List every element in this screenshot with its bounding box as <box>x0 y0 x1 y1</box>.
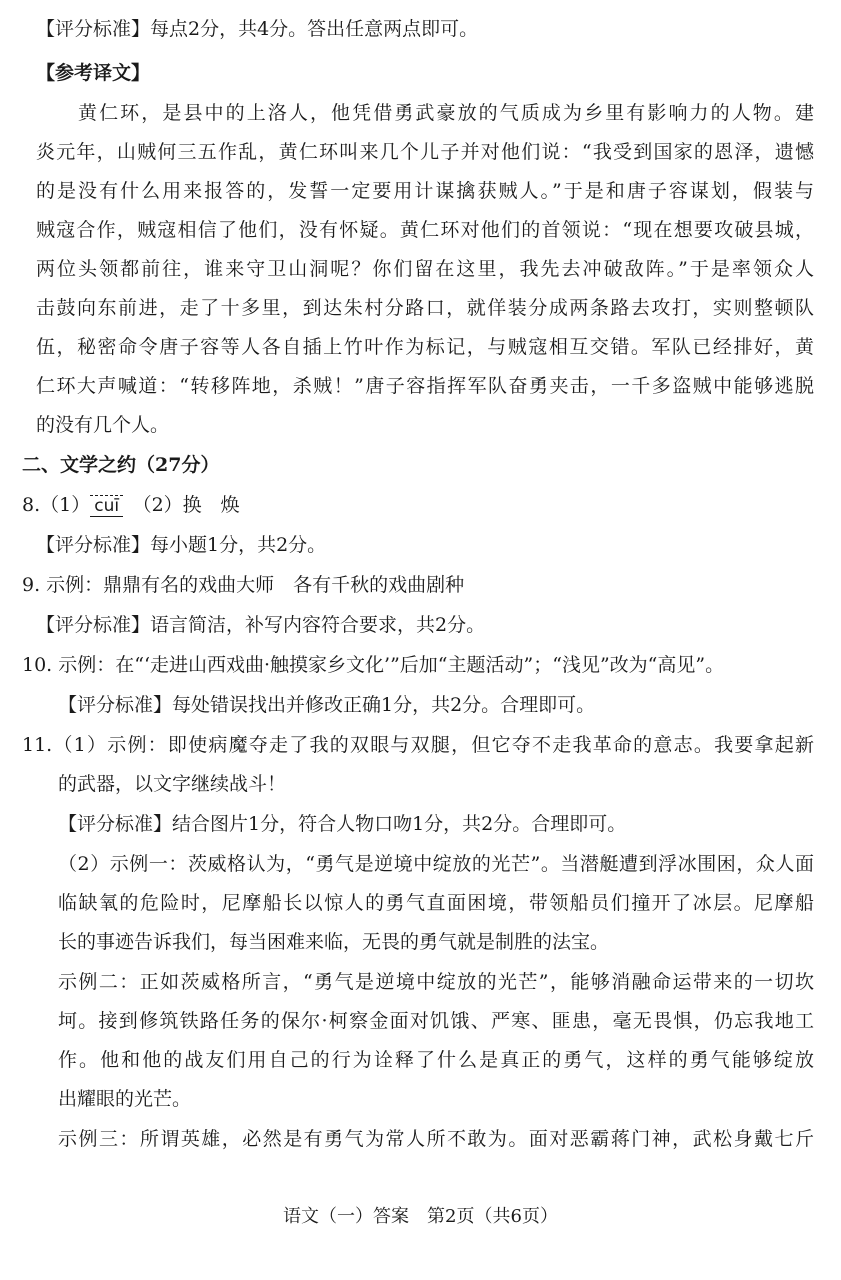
answer-8-pinyin: cuī <box>90 495 123 517</box>
scoring-standard-7: 【评分标准】每点2分，共4分。答出任意两点即可。 <box>36 18 479 40</box>
translation-line-8: 仁环大声喊道：“转移阵地，杀贼！”唐子容指挥军队奋勇夹击，一千多盗贼中能够逃脱 <box>36 375 814 397</box>
answer-10: 10. 示例：在“‘走进山西戏曲·触摸家乡文化’”后加“主题活动”；“浅见”改为“高见”。 <box>22 654 725 676</box>
answer-11-1-line-2: 的武器，以文字继续战斗！ <box>58 773 287 795</box>
translation-line-2: 炎元年，山贼何三五作乱，黄仁环叫来几个儿子并对他们说：“我受到国家的恩泽，遗憾 <box>36 141 814 163</box>
answer-9: 9. 示例：鼎鼎有名的戏曲大师 各有千秋的戏曲剧种 <box>22 574 465 596</box>
scoring-standard-9: 【评分标准】语言简洁，补写内容符合要求，共2分。 <box>36 614 486 636</box>
answer-11-2-example-2-line-2: 坷。接到修筑铁路任务的保尔·柯察金面对饥饿、严寒、匪患，毫无畏惧，仍忘我地工 <box>58 1010 814 1032</box>
answer-8 <box>22 488 812 522</box>
translation-line-5: 两位头领都前往，谁来守卫山洞呢？你们留在这里，我先去冲破敌阵。”于是率领众人 <box>36 258 814 280</box>
answer-11-1-line-1: 11.（1）示例：即使病魔夺走了我的双眼与双腿，但它夺不走我革命的意志。我要拿起新 <box>22 734 814 756</box>
translation-line-9: 的没有几个人。 <box>36 414 170 436</box>
answer-11-2-example-1-line-1: （2）示例一：茨威格认为，“勇气是逆境中绽放的光芒”。当潜艇遭到浮冰围困，众人面 <box>58 853 814 875</box>
reference-translation-heading: 【参考译文】 <box>36 62 151 84</box>
translation-line-3: 的是没有什么用来报答的，发誓一定要用计谋擒获贼人。”于是和唐子容谋划，假装与 <box>36 180 814 202</box>
scoring-standard-10: 【评分标准】每处错误找出并修改正确1分，共2分。合理即可。 <box>58 694 596 716</box>
answer-11-2-example-2-line-4: 出耀眼的光芒。 <box>58 1088 192 1110</box>
answer-11-2-example-3-line-1: 示例三：所谓英雄，必然是有勇气为常人所不敢为。面对恶霸蒋门神，武松身戴七斤 <box>58 1128 814 1150</box>
translation-line-6: 击鼓向东前进，走了十多里，到达朱村分路口，就佯装分成两条路去攻打，实则整顿队 <box>36 297 814 319</box>
page-footer: 语文（一）答案 第2页（共6页） <box>283 1206 558 1227</box>
answer-11-2-example-2-line-3: 作。他和他的战友们用自己的行为诠释了什么是真正的勇气，这样的勇气能够绽放 <box>58 1049 814 1071</box>
scoring-standard-8: 【评分标准】每小题1分，共2分。 <box>36 534 327 556</box>
answer-11-2-example-2-line-1: 示例二：正如茨威格所言，“勇气是逆境中绽放的光芒”，能够消融命运带来的一切坎 <box>58 971 814 993</box>
answer-11-2-example-1-line-2: 临缺氧的危险时，尼摩船长以惊人的勇气直面困境，带领船员们撞开了冰层。尼摩船 <box>58 892 814 914</box>
section-2-heading: 二、文学之约（27分） <box>22 454 220 476</box>
scoring-standard-11-1: 【评分标准】结合图片1分，符合人物口吻1分，共2分。合理即可。 <box>58 813 627 835</box>
translation-line-4: 贼寇合作，贼寇相信了他们，没有怀疑。黄仁环对他们的首领说：“现在想要攻破县城， <box>36 219 814 241</box>
answer-8-part-2: （2）换 焕 <box>142 494 240 516</box>
translation-line-1: 黄仁环，是县中的上洛人，他凭借勇武豪放的气质成为乡里有影响力的人物。建 <box>78 102 814 124</box>
translation-line-7: 伍，秘密命令唐子容等人各自插上竹叶作为标记，与贼寇相互交错。军队已经排好，黄 <box>36 336 814 358</box>
answer-8-label: 8.（1） <box>22 494 91 516</box>
answer-11-2-example-1-line-3: 长的事迹告诉我们，每当困难来临，无畏的勇气就是制胜的法宝。 <box>58 931 610 953</box>
